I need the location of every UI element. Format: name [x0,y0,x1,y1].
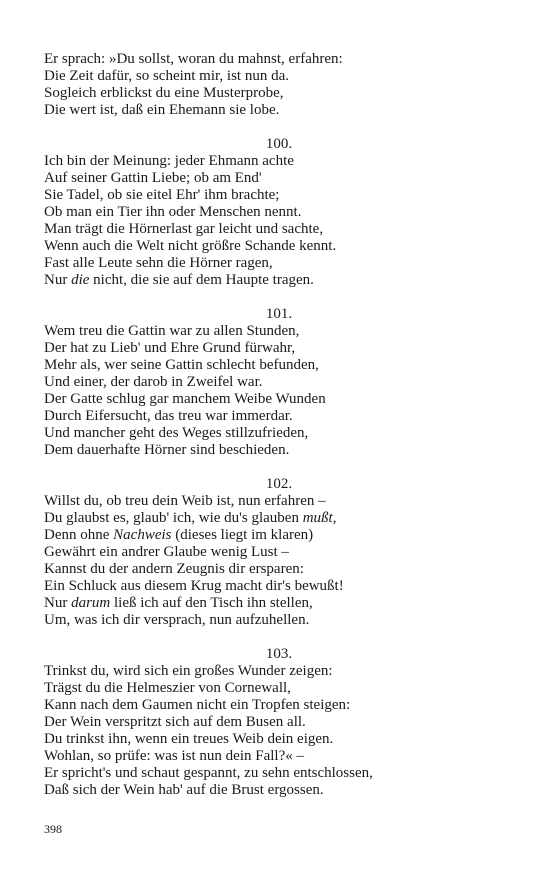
stanza [44,51,514,119]
verse-text: Und mancher geht des Weges stillzufrieden, [44,425,309,441]
stanza-gap [44,629,514,646]
verse-text: Der Gatte schlug gar manchem Weibe Wunden [44,391,326,407]
verse-line [44,170,514,187]
verse-line [44,340,514,357]
verse-line [44,255,514,272]
verse-text: Auf seiner Gattin Liebe; ob am End' [44,170,262,186]
verse-emphasis: darum [71,595,111,611]
verse-emphasis: mußt, [302,510,337,526]
verse-line [44,493,514,510]
verse-text: Ich bin der Meinung: jeder Ehmann achte [44,153,294,169]
stanza-gap [44,459,514,476]
verse-text: Wenn auch die Welt nicht größre Schande kennt. [44,238,337,254]
verse-text: Mehr als, wer seine Gattin schlecht befunden, [44,357,319,373]
verse-line [44,595,514,612]
verse-line [44,578,514,595]
verse-text: Er sprach: »Du sollst, woran du mahnst, erfahren: [44,51,343,67]
verse-line [44,238,514,255]
verse-text: ließ ich auf den Tisch ihn stellen, [110,595,313,611]
verse-line [44,680,514,697]
verse-text: Sogleich erblickst du eine Musterprobe, [44,85,284,101]
verse-line [44,765,514,782]
verse-text: Ob man ein Tier ihn oder Menschen nennt. [44,204,302,220]
verse-text: Die wert ist, daß ein Ehemann sie lobe. [44,102,280,118]
stanza [44,289,514,459]
verse-text: Der hat zu Lieb' und Ehre Grund fürwahr, [44,340,296,356]
verse-line [44,187,514,204]
verse-text: Wohlan, so prüfe: was ist nun dein Fall?« – [44,748,305,764]
verse-line [44,102,514,119]
verse-text: Ein Schluck aus diesem Krug macht dir's bewußt! [44,578,344,594]
verse-line [44,527,514,544]
stanza-gap [44,289,514,306]
verse-text: Trägst du die Helmeszier von Cornewall, [44,680,291,696]
verse-text: Daß sich der Wein hab' auf die Brust ergossen. [44,782,324,798]
verse-line [44,561,514,578]
verse-text: Und einer, der darob in Zweifel war. [44,374,263,390]
verse-line [44,544,514,561]
verse-text: Wem treu die Gattin war zu allen Stunden, [44,323,300,339]
verse-text: Um, was ich dir versprach, nun aufzuhellen. [44,612,310,628]
verse-line [44,442,514,459]
verse-text: Kannst du der andern Zeugnis dir ersparen: [44,561,304,577]
stanza [44,459,514,629]
stanza-number: 103. [265,646,293,662]
verse-text: Du glaubst es, glaub' ich, wie du's glauben [44,510,303,526]
verse-text: Sie Tadel, ob sie eitel Ehr' ihm brachte; [44,187,280,203]
page-number: 398 [44,822,62,836]
verse-text: (dieses liegt im klaren) [171,527,314,543]
verse-text: Nur [44,595,72,611]
verse-text: Der Wein verspritzt sich auf dem Busen all. [44,714,306,730]
stanza-gap [44,119,514,136]
verse-line [44,408,514,425]
verse-line [44,68,514,85]
verse-text: Kann nach dem Gaumen nicht ein Tropfen steigen: [44,697,351,713]
stanza [44,629,514,799]
verse-text: Man trägt die Hörnerlast gar leicht und sachte, [44,221,324,237]
verse-text: Fast alle Leute sehn die Hörner ragen, [44,255,273,271]
verse-line [44,782,514,799]
verse-line [44,612,514,629]
verse-line [44,374,514,391]
stanza-number: 102. [265,476,293,492]
verse-line [44,85,514,102]
verse-text: Dem dauerhafte Hörner sind beschieden. [44,442,290,458]
verse-line [44,221,514,238]
verse-line [44,323,514,340]
verse-text: Nur [44,272,72,288]
stanza [44,119,514,289]
verse-line [44,153,514,170]
verse-text: Gewährt ein andrer Glaube wenig Lust – [44,544,289,560]
verse-line [44,663,514,680]
verse-text: Du trinkst ihn, wenn ein treues Weib dein eigen. [44,731,334,747]
verse-text: Denn ohne [44,527,114,543]
verse-line [44,357,514,374]
stanza-number: 100. [265,136,293,152]
verse-line [44,731,514,748]
verse-text: Willst du, ob treu dein Weib ist, nun erfahren – [44,493,326,509]
verse-emphasis: die [71,272,90,288]
verse-line [44,748,514,765]
verse-line [44,272,514,289]
verse-line [44,51,514,68]
verse-text: Trinkst du, wird sich ein großes Wunder zeigen: [44,663,333,679]
verse-text: Die Zeit dafür, so scheint mir, ist nun da. [44,68,289,84]
stanza-number: 101. [265,306,293,322]
verse-line [44,714,514,731]
verse-line [44,425,514,442]
verse-line [44,697,514,714]
verse-text: Er spricht's und schaut gespannt, zu sehn entschlossen, [44,765,373,781]
verse-emphasis: Nachweis [113,527,172,543]
verse-text: Durch Eifersucht, das treu war immerdar. [44,408,293,424]
verse-text: nicht, die sie auf dem Haupte tragen. [89,272,314,288]
verse-line [44,391,514,408]
verse-line [44,204,514,221]
poem-page [44,51,514,799]
verse-line [44,510,514,527]
